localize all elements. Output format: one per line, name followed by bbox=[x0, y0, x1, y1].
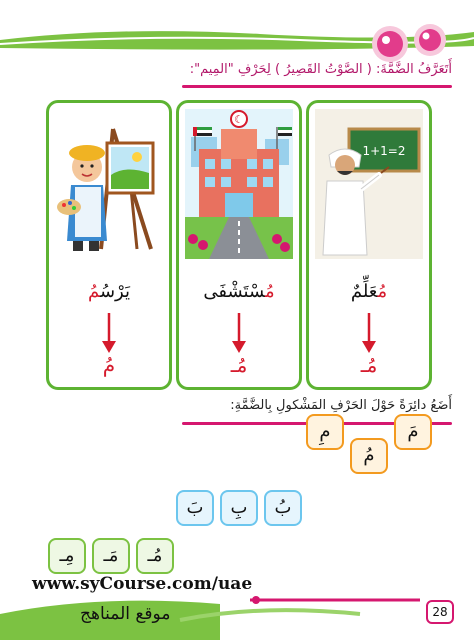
target-letter: مُـ bbox=[360, 353, 378, 377]
down-arrow-icon bbox=[179, 311, 299, 355]
boy-painter-icon bbox=[55, 109, 163, 259]
choice-box[interactable]: مُـ bbox=[136, 538, 174, 574]
top-decorative-band bbox=[0, 18, 474, 64]
target-letter: مُـ bbox=[230, 353, 248, 377]
choice-box[interactable]: بُ bbox=[264, 490, 302, 526]
word-muallim: مُعَلِّمٌ bbox=[350, 281, 388, 302]
teacher-at-board-icon bbox=[315, 109, 423, 259]
svg-text:☾: ☾ bbox=[234, 113, 244, 126]
site-name: موقع المناهج bbox=[80, 604, 171, 624]
word-card-hospital bbox=[176, 100, 302, 390]
lesson-heading: أَتَعَرَّفُ الضَّمَّةَ: ( الصَّوْتُ القَصِيرُ ) لِحَرْفِ "المِيم": bbox=[189, 62, 452, 77]
word-mustashfa: مُسْتَشْفَى bbox=[203, 281, 275, 302]
website-url[interactable]: www.syCourse.com/uae bbox=[32, 574, 253, 594]
heading-underline bbox=[182, 85, 452, 88]
bottom-decorative-band bbox=[0, 590, 474, 640]
down-arrow-icon bbox=[309, 311, 429, 355]
word-card-teacher bbox=[306, 100, 432, 390]
choice-box[interactable]: بَ bbox=[176, 490, 214, 526]
choice-box[interactable]: مُ bbox=[350, 438, 388, 474]
word-yarsumu: يَرْسُمُ bbox=[87, 281, 130, 302]
choice-box[interactable]: بِ bbox=[220, 490, 258, 526]
page-number: 28 bbox=[426, 600, 454, 624]
hospital-icon bbox=[185, 109, 293, 259]
down-arrow-icon bbox=[49, 311, 169, 355]
choice-box[interactable]: مَ bbox=[394, 414, 432, 450]
choice-box[interactable]: مِـ bbox=[48, 538, 86, 574]
exercise-instruction: أَضَعُ دائِرَةً حَوْلَ الحَرْفِ المَشْكولِ بِالضَّمَّةِ: bbox=[230, 398, 452, 413]
choice-box[interactable]: مَـ bbox=[92, 538, 130, 574]
board-text: 1+1=2 bbox=[362, 144, 406, 158]
target-letter: مُ bbox=[102, 353, 116, 377]
word-card-painter bbox=[46, 100, 172, 390]
choice-box[interactable]: مِ bbox=[306, 414, 344, 450]
